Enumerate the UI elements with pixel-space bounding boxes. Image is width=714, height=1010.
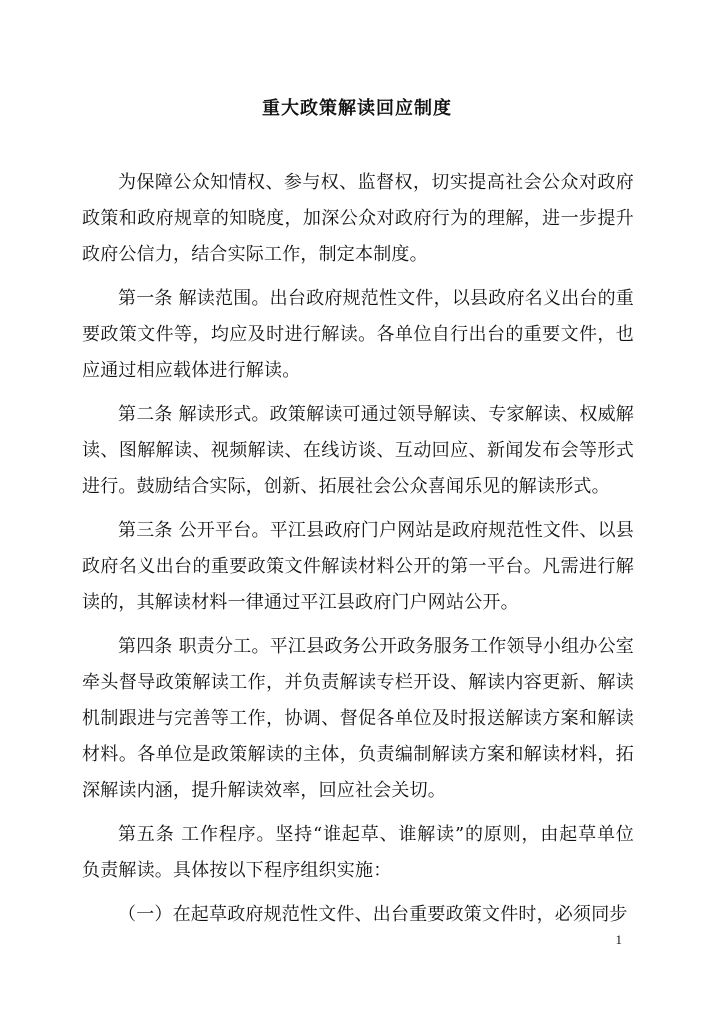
paragraph-preamble: 为保障公众知情权、参与权、监督权，切实提高社会公众对政府政策和政府规章的知晓度，加深公众对政府行为的理解，进一步提升政府公信力，结合实际工作，制定本制度。 (82, 172, 634, 265)
paragraph-article-5: 第五条 工作程序。坚持“谁起草、谁解读”的原则，由起草单位负责解读。具体按以下程序组织实施： (82, 824, 634, 881)
paragraph-item-1: （一）在起草政府规范性文件、出台重要政策文件时，必须同步 (118, 904, 628, 925)
paragraph-article-2: 第二条 解读形式。政策解读可通过领导解读、专家解读、权威解读、图解解读、视频解读、在线访谈、互动回应、新闻发布会等形式进行。鼓励结合实际，创新、拓展社会公众喜闻乐见的解读形式。 (82, 404, 634, 497)
paragraph-article-3: 第三条 公开平台。平江县政府门户网站是政府规范性文件、以县政府名义出台的重要政策文件解读材料公开的第一平台。凡需进行解读的，其解读材料一律通过平江县政府门户网站公开。 (82, 520, 634, 613)
page-number: 1 (615, 932, 622, 947)
document-body (82, 165, 634, 941)
document-title: 重大政策解读回应制度 (262, 98, 452, 119)
paragraph-article-1: 第一条 解读范围。出台政府规范性文件，以县政府名义出台的重要政策文件等，均应及时进行解读。各单位自行出台的重要文件，也应通过相应载体进行解读。 (82, 288, 634, 381)
paragraph-article-4: 第四条 职责分工。平江县政务公开政务服务工作领导小组办公室牵头督导政策解读工作，并负责解读专栏开设、解读内容更新、解读机制跟进与完善等工作，协调、督促各单位及时报送解读方案和解读材料。各单位是政策解读的主体，负责编制解读方案和解读材料，拓深解读内涵，提升解读效率，回应社会关切。 (82, 636, 634, 801)
